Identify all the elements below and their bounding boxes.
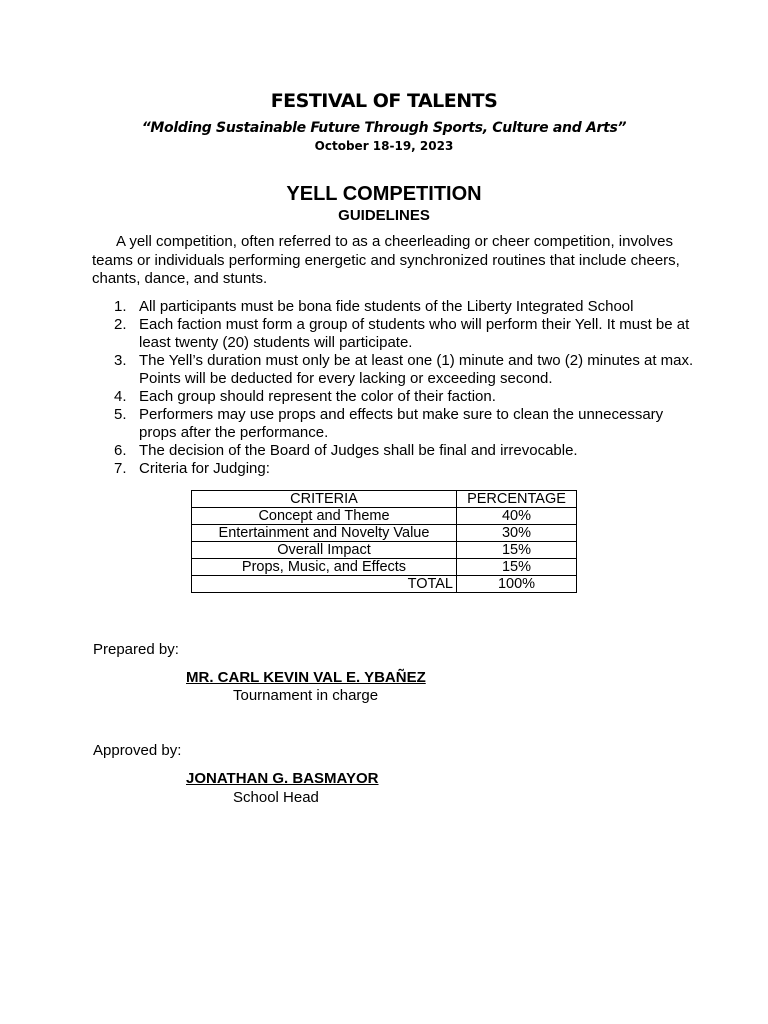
event-title: FESTIVAL OF TALENTS <box>270 90 498 112</box>
criteria-header: CRITERIA <box>192 491 457 508</box>
guidelines-list <box>114 298 694 478</box>
item-number: 3. <box>114 352 127 369</box>
table-row <box>192 542 577 559</box>
table-row <box>192 508 577 525</box>
item-number: 5. <box>114 406 127 423</box>
preparer-role: Tournament in charge <box>233 687 379 704</box>
event-theme: “Molding Sustainable Future Through Sports, Culture and Arts” <box>141 120 627 136</box>
intro-paragraph: A yell competition, often referred to as a cheerleading or cheer competition, involves teams or individuals performing energetic and synchronized routines that include cheers, chants, dance, and stunts. <box>92 233 680 287</box>
item-number: 4. <box>114 388 127 405</box>
event-dates: October 18-19, 2023 <box>314 139 454 153</box>
percentage-cell: 30% <box>457 525 577 542</box>
item-text: Each group should represent the color of their faction. <box>139 388 496 405</box>
approved-by-label: Approved by: <box>93 742 182 759</box>
approver-name: JONATHAN G. BASMAYOR <box>186 770 379 787</box>
item-number: 2. <box>114 316 127 333</box>
item-text: The decision of the Board of Judges shall be final and irrevocable. <box>139 442 578 459</box>
list-item <box>114 352 694 388</box>
table-header-row <box>192 491 577 508</box>
criterion-cell: Props, Music, and Effects <box>192 559 457 576</box>
list-item <box>114 316 694 352</box>
list-item <box>114 388 694 406</box>
item-number: 7. <box>114 460 127 477</box>
criterion-cell: Overall Impact <box>192 542 457 559</box>
table-row <box>192 525 577 542</box>
percentage-cell: 15% <box>457 559 577 576</box>
item-text: The Yell’s duration must only be at least one (1) minute and two (2) minutes at max. Points will be deducted for every lacking or exceeding second. <box>139 352 694 387</box>
prepared-by-label: Prepared by: <box>93 641 179 658</box>
approver-role: School Head <box>233 789 319 806</box>
percentage-header: PERCENTAGE <box>457 491 577 508</box>
list-item <box>114 406 694 442</box>
criterion-cell: Concept and Theme <box>192 508 457 525</box>
list-item <box>114 442 694 460</box>
percentage-cell: 40% <box>457 508 577 525</box>
criteria-table <box>191 490 577 593</box>
total-value-cell: 100% <box>457 576 577 593</box>
list-item <box>114 460 694 478</box>
item-number: 1. <box>114 298 127 315</box>
item-text: Criteria for Judging: <box>139 460 270 477</box>
list-item <box>114 298 694 316</box>
item-text: All participants must be bona fide students of the Liberty Integrated School <box>139 298 634 315</box>
item-number: 6. <box>114 442 127 459</box>
table-row <box>192 559 577 576</box>
percentage-cell: 15% <box>457 542 577 559</box>
criterion-cell: Entertainment and Novelty Value <box>192 525 457 542</box>
preparer-name: MR. CARL KEVIN VAL E. YBAÑEZ <box>186 669 426 686</box>
table-total-row <box>192 576 577 593</box>
total-label-cell: TOTAL <box>192 576 457 593</box>
item-text: Each faction must form a group of students who will perform their Yell. It must be at least twenty (20) students will participate. <box>139 316 690 351</box>
item-text: Performers may use props and effects but make sure to clean the unnecessary props after the performance. <box>139 406 664 441</box>
competition-title: YELL COMPETITION <box>286 183 482 205</box>
guidelines-subtitle: GUIDELINES <box>338 207 430 224</box>
